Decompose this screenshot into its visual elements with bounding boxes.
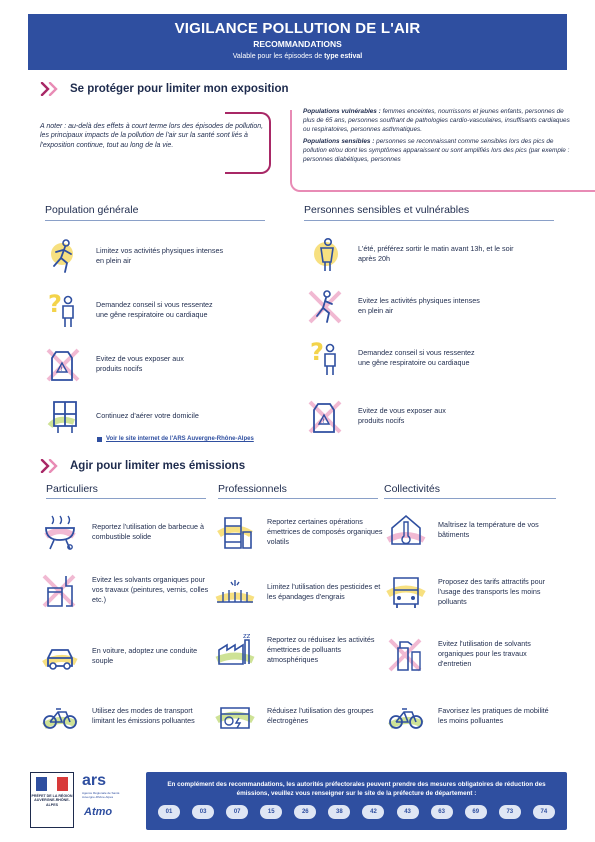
professionnels-item-cov <box>215 512 397 552</box>
collectivites-item-tariffs <box>386 572 558 612</box>
sensitive-heading: Personnes sensibles et vulnérables <box>304 204 470 216</box>
person-question-icon <box>306 338 346 378</box>
department-button[interactable]: 43 <box>397 805 419 819</box>
generator-icon <box>215 696 255 736</box>
particuliers-item-solvents <box>40 570 217 610</box>
department-button[interactable]: 74 <box>533 805 555 819</box>
thermometer-icon <box>386 510 426 550</box>
prefet-text: PRÉFET DE LA RÉGION AUVERGNE-RHÔNE-ALPES <box>31 794 73 807</box>
section-protect-label: Se protéger pour limiter mon exposition <box>70 83 289 95</box>
department-button[interactable]: 69 <box>465 805 487 819</box>
general-item-text: Continuez d'aérer votre domicile <box>96 411 199 421</box>
general-heading-line <box>45 220 265 221</box>
professionnels-item-text: Limitez l'utilisation des pesticides et les épandages d'engrais <box>267 582 381 601</box>
toxic-product-icon <box>306 396 346 436</box>
double-chevron-icon <box>40 82 62 96</box>
department-list <box>146 799 567 819</box>
particuliers-item-text: Reportez l'utilisation de barbecue à combustible solide <box>92 522 205 541</box>
sensitive-label: Populations sensibles : <box>303 137 375 145</box>
page-title: VIGILANCE POLLUTION DE L'AIR <box>174 20 421 37</box>
vulnerable-text: femmes enceintes, nourrissons et jeunes enfants, personnes de plus de 65 ans, personnes souffrant de pathologies cardio-vasculaires, insuffisants cardiaques ou respiratoires, personnes asthmatiques. <box>303 108 570 133</box>
person-clock-icon <box>306 234 346 274</box>
bicycle-icon <box>386 696 426 736</box>
toxic-product-icon <box>44 344 84 384</box>
window-icon <box>44 396 84 436</box>
section-emissions-label: Agir pour limiter mes émissions <box>70 460 246 472</box>
sensitive-item-products <box>306 396 468 436</box>
bicycle-icon <box>40 696 80 736</box>
general-item-advice <box>44 290 226 330</box>
header-banner <box>28 14 567 70</box>
validity-line <box>28 53 567 60</box>
prefecture-message: En complément des recommandations, les autorités préfectorales peuvent prendre des mesures obligatoires de réduction des émissions, veuillez vous renseigner sur le site de la préfecture de département : <box>167 781 546 798</box>
department-button[interactable]: 15 <box>260 805 282 819</box>
particuliers-item-text: En voiture, adoptez une conduite souple <box>92 646 198 665</box>
professionnels-item-activities <box>215 630 387 670</box>
sensitive-item-activity <box>306 286 488 326</box>
sensitive-item-text: Evitez de vous exposer aux produits nocifs <box>358 406 446 425</box>
professionnels-item-text: Reportez certaines opérations émettrices de composés organiques volatils <box>267 517 383 546</box>
double-chevron-icon <box>40 459 62 473</box>
prefet-logo <box>30 772 74 828</box>
general-item-activity <box>44 236 226 276</box>
professionnels-heading: Professionnels <box>218 483 287 495</box>
person-question-icon <box>44 290 84 330</box>
sensitive-item-hours <box>306 234 518 274</box>
svg-text:?: ? <box>310 338 324 366</box>
sensitive-item-text: Demandez conseil si vous ressentez une gêne respiratoire ou cardiaque <box>358 348 475 367</box>
collectivites-heading-line <box>384 498 556 499</box>
runner-icon <box>44 236 84 276</box>
note-text: A noter : au-delà des effets à court terme lors des épisodes de pollution, les principaux impacts de la pollution de l'air sur la santé sont liés à l'exposition continue, tout au long de la vie. <box>40 123 264 149</box>
general-item-text: Evitez de vous exposer aux produits nocifs <box>96 354 184 373</box>
section-emissions-title <box>40 459 245 473</box>
particuliers-item-text: Utilisez des modes de transport limitant les émissions polluantes <box>92 706 195 725</box>
professionnels-item-generators <box>215 696 377 736</box>
partner-logos <box>24 770 144 830</box>
general-heading: Population générale <box>45 204 139 216</box>
department-button[interactable]: 73 <box>499 805 521 819</box>
french-flag-icon <box>36 777 68 791</box>
svg-text:zz: zz <box>243 632 251 640</box>
department-button[interactable]: 26 <box>294 805 316 819</box>
svg-text:?: ? <box>48 290 62 318</box>
collectivites-item-text: Favorisez les pratiques de mobilité les moins polluantes <box>438 706 549 725</box>
page-subtitle: RECOMMANDATIONS <box>253 39 342 49</box>
car-icon <box>40 636 80 676</box>
general-item-products <box>44 344 206 384</box>
svg-text:!: ! <box>60 366 63 373</box>
ars-website-link-label[interactable]: Voir le site internet de l'ARS Auvergne-Rhône-Alpes <box>106 436 254 442</box>
particuliers-heading-line <box>46 498 206 499</box>
ars-website-link[interactable] <box>97 436 254 442</box>
sensitive-heading-line <box>304 220 554 221</box>
section-protect-title <box>40 82 289 96</box>
vulnerable-label: Populations vulnérables : <box>303 108 381 115</box>
atmo-logo: Atmo <box>84 806 113 818</box>
department-button[interactable]: 07 <box>226 805 248 819</box>
field-spraying-icon <box>215 572 255 612</box>
link-bullet-icon <box>97 437 102 442</box>
validity-type: type estival <box>324 53 363 60</box>
sensitive-item-text: L'été, préférez sortir le matin avant 13h, et le soir après 20h <box>358 244 514 263</box>
collectivites-item-text: Proposez des tarifs attractifs pour l'usage des transports les moins polluants <box>438 577 546 606</box>
department-button[interactable]: 01 <box>158 805 180 819</box>
professionnels-item-pesticides <box>215 572 387 612</box>
no-running-icon <box>306 286 346 326</box>
barbecue-icon <box>40 512 80 552</box>
populations-definitions <box>303 108 575 168</box>
paint-can-icon <box>40 570 80 610</box>
barrels-icon <box>215 512 255 552</box>
sensitive-item-advice <box>306 338 488 378</box>
ars-subtitle: Agence Régionale de Santé Auvergne-Rhône-Alpes <box>82 791 120 799</box>
professionnels-heading-line <box>218 498 378 499</box>
professionnels-item-text: Reportez ou réduisez les activités émettrices de polluants atmosphériques <box>267 635 375 664</box>
department-button[interactable]: 63 <box>431 805 453 819</box>
spray-bottle-icon <box>386 634 426 674</box>
factory-icon <box>215 630 255 670</box>
collectivites-item-mobility <box>386 696 558 736</box>
particuliers-item-bbq <box>40 512 212 552</box>
collectivites-item-text: Evitez l'utilisation de solvants organiques pour les travaux d'entretien <box>438 639 531 668</box>
sensitive-text: personnes se reconnaissant comme sensibles lors des pics de pollution et/ou dont les symptômes apparaissent ou sont amplifiés lors des pics (par exemple : personnes diabétiques, personnes <box>303 137 570 163</box>
collectivites-item-temperature <box>386 510 563 550</box>
collectivites-item-solvents <box>386 634 553 674</box>
particuliers-heading: Particuliers <box>46 483 98 495</box>
sensitive-item-text: Evitez les activités physiques intenses en plein air <box>358 296 480 315</box>
general-item-text: Limitez vos activités physiques intenses en plein air <box>96 246 224 265</box>
general-item-ventilate <box>44 396 256 436</box>
particuliers-item-text: Evitez les solvants organiques pour vos travaux (peintures, vernis, colles etc.) <box>92 575 209 604</box>
particuliers-item-transport <box>40 696 202 736</box>
prefecture-info-box <box>146 772 567 830</box>
department-button[interactable]: 38 <box>328 805 350 819</box>
ars-logo: ars <box>82 772 107 789</box>
professionnels-item-text: Réduisez l'utilisation des groupes électrogènes <box>267 706 374 725</box>
collectivites-heading: Collectivités <box>384 483 441 495</box>
validity-prefix: Valable pour les épisodes de <box>232 53 323 60</box>
particuliers-item-driving <box>40 636 202 676</box>
svg-text:!: ! <box>322 418 325 425</box>
general-item-text: Demandez conseil si vous ressentez une gêne respiratoire ou cardiaque <box>96 300 213 319</box>
department-button[interactable]: 42 <box>362 805 384 819</box>
bus-icon <box>386 572 426 612</box>
collectivites-item-text: Maîtrisez la température de vos bâtiments <box>438 520 539 539</box>
department-button[interactable]: 03 <box>192 805 214 819</box>
